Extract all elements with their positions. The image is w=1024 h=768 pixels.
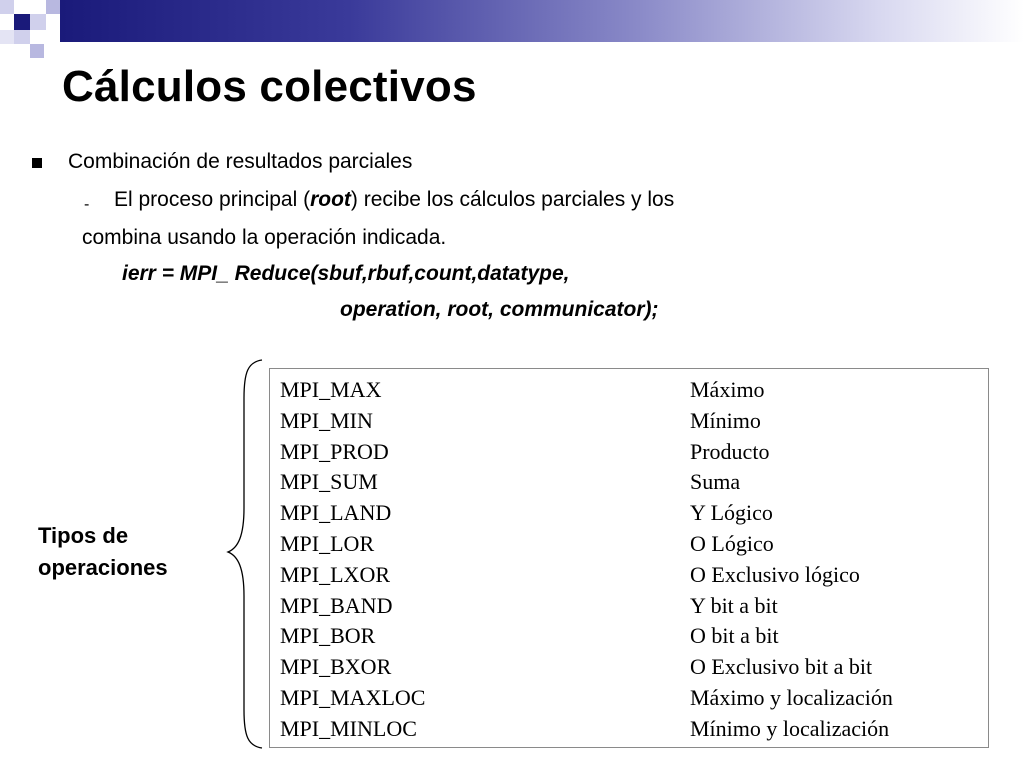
decor-square-dark-1: [14, 14, 30, 30]
operation-name: MPI_BXOR: [280, 654, 392, 680]
side-label-line-1: Tipos de: [38, 523, 129, 548]
operation-row: [280, 714, 893, 745]
operation-name: MPI_BOR: [280, 623, 376, 649]
decor-square-light-4: [0, 30, 14, 44]
sub-bullet-line-2: combina usando la operación indicada.: [82, 226, 447, 249]
operations-list: [280, 375, 893, 745]
decor-square-light-1: [0, 0, 14, 14]
operation-description: Suma: [690, 469, 741, 495]
operation-description: Máximo: [690, 377, 765, 402]
operation-row: [280, 498, 893, 529]
operation-name: MPI_MIN: [280, 407, 373, 433]
bullet-text: Combinación de resultados parciales: [68, 150, 413, 173]
operation-name: MPI_MAXLOC: [280, 684, 426, 710]
sub-line1-post: ) recibe los cálculos parciales y los: [350, 188, 675, 211]
operation-row: [280, 652, 893, 683]
header-gradient-bar: [60, 0, 1024, 42]
sub-line1-pre: El proceso principal (: [114, 188, 311, 211]
operation-row: [280, 375, 893, 406]
operation-row: [280, 683, 893, 714]
operation-description: Producto: [690, 438, 770, 464]
sub-bullet-line-1: [114, 188, 674, 212]
operation-description: Máximo y localización: [690, 684, 893, 710]
page-title: Cálculos colectivos: [62, 62, 477, 111]
root-keyword: root: [310, 188, 351, 211]
operation-description: O Lógico: [690, 530, 774, 556]
code-line-1: ierr = MPI_ Reduce(sbuf,rbuf,count,datatype,: [122, 262, 570, 285]
operation-name: MPI_LOR: [280, 530, 375, 556]
operation-description: O bit a bit: [690, 623, 779, 649]
operation-description: Y Lógico: [690, 500, 773, 526]
code-line-2: operation, root, communicator);: [340, 298, 659, 321]
dash-bullet-icon: -: [84, 196, 90, 213]
operation-row: [280, 406, 893, 437]
operation-row: [280, 621, 893, 652]
operation-name: MPI_LXOR: [280, 561, 391, 587]
decor-square-light-3: [14, 30, 30, 44]
decor-square-light-2: [30, 14, 46, 30]
operation-row: [280, 529, 893, 560]
operation-row: [280, 560, 893, 591]
side-label-line-2: operaciones: [38, 555, 168, 580]
operation-name: MPI_LAND: [280, 500, 392, 526]
operation-row: [280, 467, 893, 498]
operation-name: MPI_BAND: [280, 592, 393, 618]
operation-types-label: [38, 520, 168, 584]
operation-description: Mínimo y localización: [690, 715, 890, 741]
operation-row: [280, 591, 893, 622]
operation-name: MPI_PROD: [280, 438, 389, 464]
operations-table: [269, 368, 989, 748]
operation-description: Mínimo: [690, 407, 761, 433]
bullet-square-icon: [32, 158, 42, 168]
operation-description: O Exclusivo lógico: [690, 561, 860, 587]
operation-name: MPI_MAX: [280, 377, 382, 402]
operation-description: O Exclusivo bit a bit: [690, 654, 873, 680]
operation-row: [280, 437, 893, 468]
decor-square-mid-1: [46, 0, 60, 14]
operation-name: MPI_MINLOC: [280, 715, 417, 741]
curly-brace-icon: [226, 358, 266, 750]
operation-name: MPI_SUM: [280, 469, 378, 495]
decor-square-mid-2: [30, 44, 44, 58]
operation-description: Y bit a bit: [690, 592, 778, 618]
